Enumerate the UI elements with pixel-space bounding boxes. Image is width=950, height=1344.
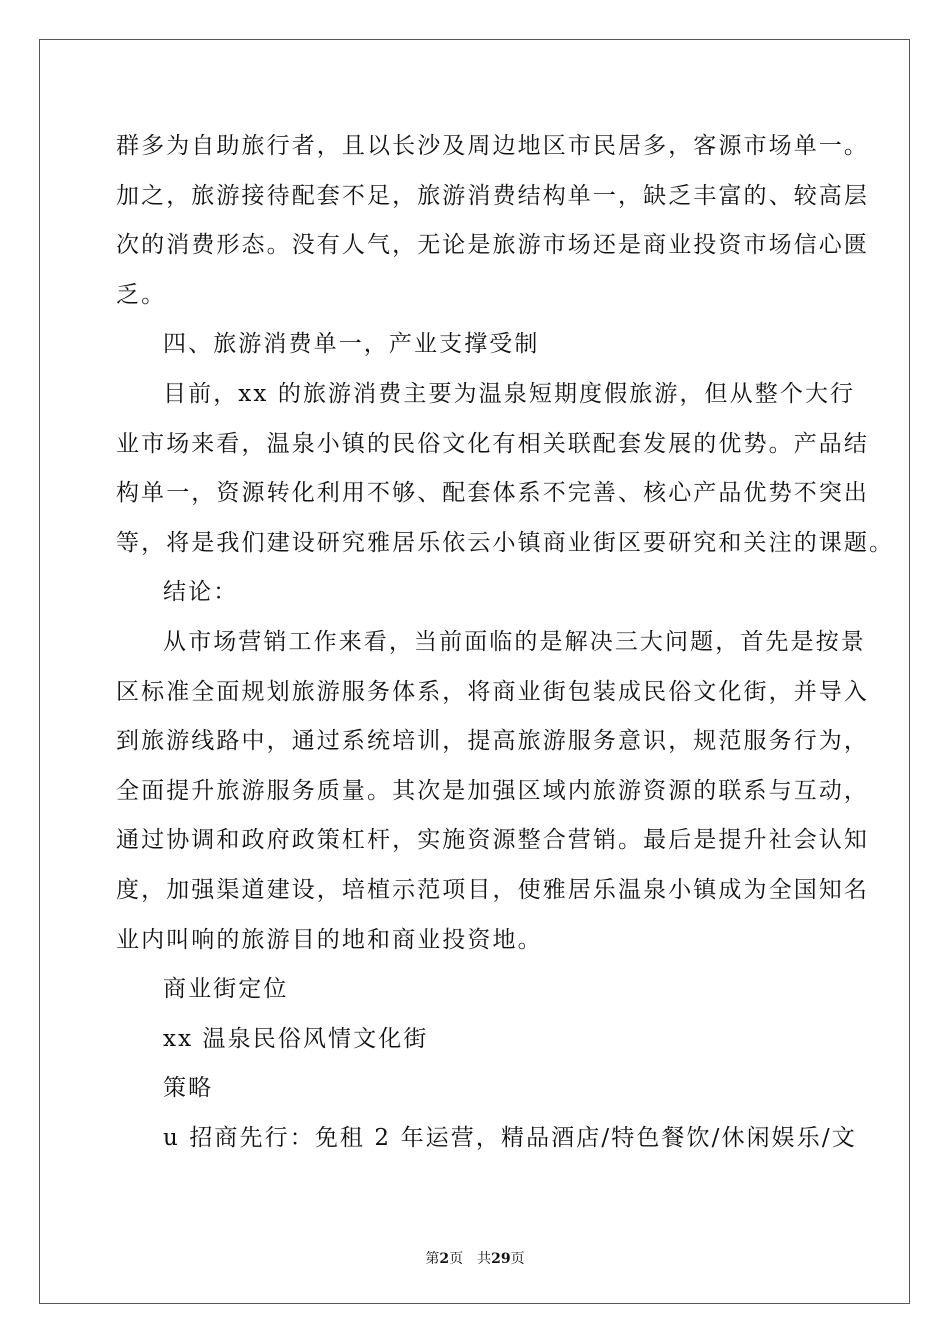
document-body bbox=[116, 128, 895, 1169]
text-line: 目前，xx 的旅游消费主要为温泉短期度假旅游，但从整个大行 bbox=[163, 380, 856, 407]
text-line: 乏。 bbox=[116, 281, 167, 308]
text-line: 度，加强渠道建设，培植示范项目，使雅居乐温泉小镇成为全国知名 bbox=[116, 876, 869, 903]
text-line: xx 温泉民俗风情文化街 bbox=[163, 1025, 429, 1052]
text-line: 等，将是我们建设研究雅居乐依云小镇商业街区要研究和关注的课题。 bbox=[116, 529, 895, 556]
text-line: 到旅游线路中，通过系统培训，提高旅游服务意识，规范服务行为， bbox=[116, 728, 869, 755]
text-line: 策略 bbox=[163, 1075, 214, 1102]
page-suffix: 页 bbox=[449, 1251, 464, 1267]
text-line: 从市场营销工作来看，当前面临的是解决三大问题，首先是按景 bbox=[163, 628, 866, 655]
text-line: 通过协调和政府政策杠杆，实施资源整合营销。最后是提升社会认知 bbox=[116, 827, 869, 854]
text-line: 加之，旅游接待配套不足，旅游消费结构单一，缺乏丰富的、较高层 bbox=[116, 182, 869, 209]
text-line: 区标准全面规划旅游服务体系，将商业街包装成民俗文化街，并导入 bbox=[116, 678, 869, 705]
text-line: 商业街定位 bbox=[163, 976, 289, 1003]
total-prefix: 共 bbox=[477, 1251, 492, 1267]
text-line: u 招商先行：免租 2 年运营，精品酒店/特色餐饮/休闲娱乐/文 bbox=[163, 1124, 857, 1151]
text-line: 业内叫响的旅游目的地和商业投资地。 bbox=[116, 926, 543, 953]
text-line: 结论： bbox=[163, 579, 239, 606]
text-line: 全面提升旅游服务质量。其次是加强区域内旅游资源的联系与互动， bbox=[116, 777, 869, 804]
text-line: 四、旅游消费单一，产业支撑受制 bbox=[163, 331, 540, 358]
text-line: 构单一，资源转化利用不够、配套体系不完善、核心产品优势不突出 bbox=[116, 480, 869, 507]
page-footer bbox=[0, 1248, 950, 1268]
text-line: 次的消费形态。没有人气，无论是旅游市场还是商业投资市场信心匮 bbox=[116, 232, 869, 259]
total-suffix: 页 bbox=[510, 1251, 525, 1267]
page-prefix: 第 bbox=[425, 1251, 440, 1267]
text-line: 群多为自助旅行者，且以长沙及周边地区市民居多，客源市场单一。 bbox=[116, 133, 869, 159]
text-line: 业市场来看，温泉小镇的民俗文化有相关联配套发展的优势。产品结 bbox=[116, 430, 869, 457]
page-number: 2 bbox=[439, 1251, 450, 1267]
total-pages: 29 bbox=[491, 1251, 511, 1267]
